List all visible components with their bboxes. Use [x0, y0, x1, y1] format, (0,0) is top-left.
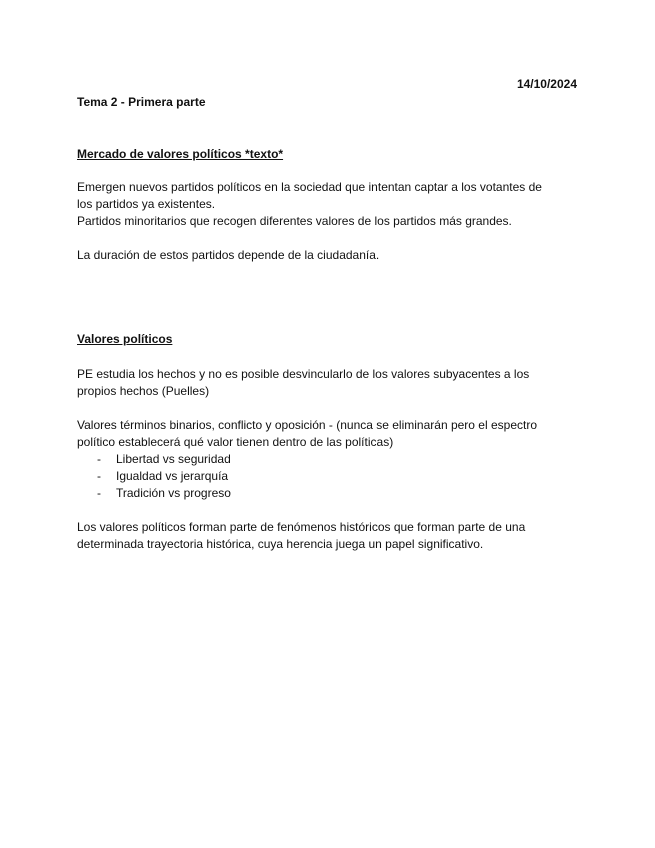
list-item-text: Tradición vs progreso	[116, 486, 231, 500]
list-item	[77, 485, 582, 502]
text-line: determinada trayectoria histórica, cuya herencia juega un papel significativo.	[77, 537, 484, 551]
dash-bullet: -	[97, 486, 101, 500]
text-line: los partidos ya existentes.	[77, 197, 216, 211]
dash-bullet: -	[97, 452, 101, 466]
text-line: PE estudia los hechos y no es posible desvincularlo de los valores subyacentes a los	[77, 367, 530, 381]
list-item-text: Igualdad vs jerarquía	[116, 469, 229, 483]
text-line: La duración de estos partidos depende de la ciudadanía.	[77, 248, 380, 262]
dash-bullet: -	[97, 469, 101, 483]
paragraph-valores-historicos	[77, 519, 582, 553]
list-item	[77, 468, 582, 485]
paragraph-pe-estudia	[77, 366, 582, 400]
paragraph-emergen	[77, 179, 582, 230]
text-line: Partidos minoritarios que recogen diferentes valores de los partidos más grandes.	[77, 214, 512, 228]
paragraph-valores-terminos	[77, 417, 582, 502]
section-heading-valores: Valores políticos	[77, 332, 173, 346]
paragraph-duracion	[77, 247, 582, 264]
section-heading-mercado: Mercado de valores políticos *texto*	[77, 147, 284, 161]
document-date: 14/10/2024	[516, 77, 577, 91]
list-item-text: Libertad vs seguridad	[116, 452, 231, 466]
values-list	[77, 451, 582, 502]
list-item	[77, 451, 582, 468]
text-line: político establecerá qué valor tienen dentro de las políticas)	[77, 435, 394, 449]
text-line: Valores términos binarios, conflicto y oposición - (nunca se eliminarán pero el espectro	[77, 418, 538, 432]
document-title: Tema 2 - Primera parte	[77, 95, 206, 109]
text-line: Los valores políticos forman parte de fenómenos históricos que forman parte de una	[77, 520, 526, 534]
text-line: propios hechos (Puelles)	[77, 384, 210, 398]
text-line: Emergen nuevos partidos políticos en la sociedad que intentan captar a los votantes de	[77, 180, 542, 194]
